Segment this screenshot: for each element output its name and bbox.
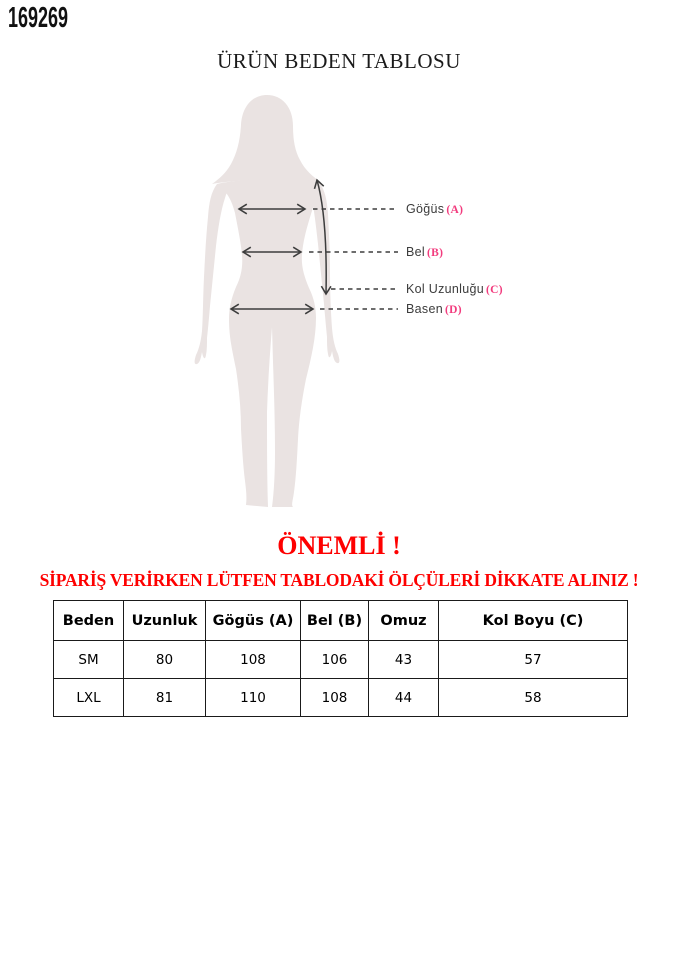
important-heading: ÖNEMLİ ! xyxy=(277,531,401,560)
cell-uzunluk: 81 xyxy=(124,679,206,717)
measure-label-waist xyxy=(406,245,443,259)
product-code: 169269 xyxy=(8,2,69,34)
cell-bel: 106 xyxy=(301,641,369,679)
table-row-lxl xyxy=(54,679,628,717)
measure-label-chest-text: Göğüs xyxy=(406,202,445,216)
measure-label-chest-code: (A) xyxy=(446,204,464,216)
cell-kol-boyu: 58 xyxy=(439,679,628,717)
measure-label-waist-text: Bel xyxy=(406,245,425,259)
cell-uzunluk: 80 xyxy=(124,641,206,679)
table-row-sm xyxy=(54,641,628,679)
measure-label-chest xyxy=(406,202,463,216)
cell-omuz: 43 xyxy=(369,641,439,679)
cell-size: SM xyxy=(54,641,124,679)
size-table xyxy=(53,600,628,717)
col-header-gogus: Gögüs (A) xyxy=(206,601,301,641)
cell-bel: 108 xyxy=(301,679,369,717)
body-silhouette xyxy=(195,95,340,507)
cell-omuz: 44 xyxy=(369,679,439,717)
measure-label-waist-code: (B) xyxy=(426,247,444,259)
important-message: SİPARİŞ VERİRKEN LÜTFEN TABLODAKİ ÖLÇÜLERİ DİKKATE ALINIZ ! xyxy=(39,570,639,590)
col-header-kol-boyu: Kol Boyu (C) xyxy=(439,601,628,641)
cell-gogus: 110 xyxy=(206,679,301,717)
measure-label-arm-code: (C) xyxy=(485,284,503,296)
measure-label-hip xyxy=(406,302,462,316)
col-header-omuz: Omuz xyxy=(369,601,439,641)
cell-kol-boyu: 57 xyxy=(439,641,628,679)
measure-label-hip-text: Basen xyxy=(406,302,443,316)
measure-label-arm-text: Kol Uzunluğu xyxy=(406,282,484,296)
page-title: ÜRÜN BEDEN TABLOSU xyxy=(217,49,461,73)
measure-label-arm-length xyxy=(406,282,503,296)
measure-label-hip-code: (D) xyxy=(444,304,462,316)
size-table-header-row xyxy=(54,601,628,641)
col-header-beden: Beden xyxy=(54,601,124,641)
cell-size: LXL xyxy=(54,679,124,717)
col-header-bel: Bel (B) xyxy=(301,601,369,641)
cell-gogus: 108 xyxy=(206,641,301,679)
col-header-uzunluk: Uzunluk xyxy=(124,601,206,641)
